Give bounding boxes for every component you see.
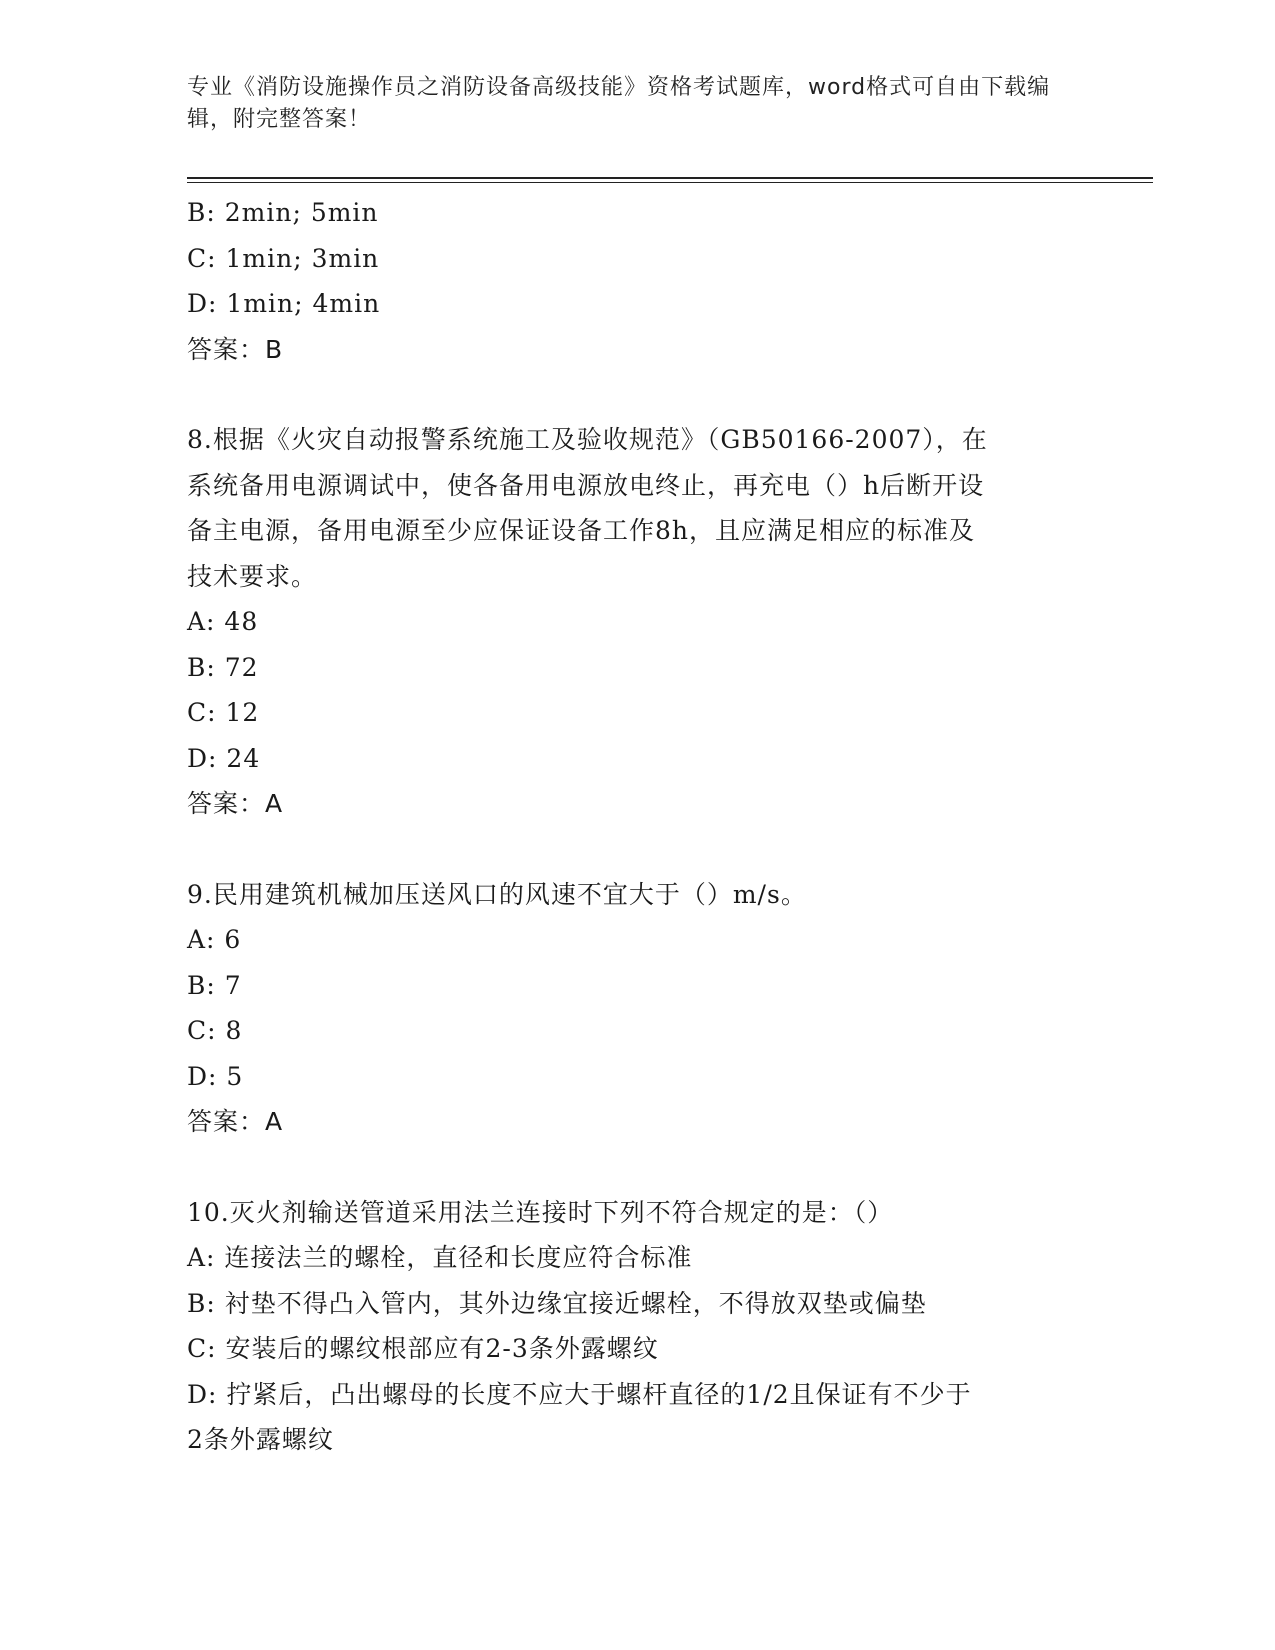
option-b: B: 72 (187, 652, 259, 682)
answer-label: 答案：B (187, 334, 284, 364)
header-divider (187, 177, 1153, 179)
question-block-10 (187, 1190, 1087, 1463)
option-b: B: 7 (187, 970, 242, 1000)
question-block-9 (187, 872, 1087, 1145)
answer-label: 答案：A (187, 789, 284, 818)
header-divider-thin (187, 182, 1153, 183)
spacer (187, 827, 1087, 872)
spacer (187, 1145, 1087, 1190)
question-text-line: 备主电源，备用电源至少应保证设备工作8h，且应满足相应的标准及 (187, 516, 976, 545)
question-text-line: 9.民用建筑机械加压送风口的风速不宜大于（）m/s。 (187, 879, 807, 909)
option-a: A: 6 (187, 925, 242, 954)
option-c: C: 1min; 3min (187, 243, 380, 273)
option-d: D: 1min; 4min (187, 289, 381, 318)
option-d: D: 24 (187, 743, 261, 773)
option-c: C: 8 (187, 1016, 243, 1045)
option-c: C: 安装后的螺纹根部应有2-3条外露螺纹 (187, 1334, 659, 1363)
option-b: B: 2min; 5min (187, 198, 379, 227)
option-c: C: 12 (187, 698, 260, 727)
question-list (187, 190, 1087, 1463)
option-d: D: 5 (187, 1061, 244, 1091)
question-text-line: 技术要求。 (187, 561, 318, 591)
option-b: B: 衬垫不得凸入管内，其外边缘宜接近螺栓，不得放双垫或偏垫 (187, 1288, 927, 1318)
option-a: A: 48 (187, 607, 259, 636)
question-text-line: 系统备用电源调试中，使各备用电源放电终止，再充电（）h后断开设 (187, 470, 985, 500)
spacer (187, 372, 1087, 417)
option-d-continued: 2条外露螺纹 (187, 1425, 334, 1454)
question-text-line: 10.灭火剂输送管道采用法兰连接时下列不符合规定的是：（） (187, 1197, 894, 1227)
question-text-line: 8.根据《火灾自动报警系统施工及验收规范》（GB50166-2007），在 (187, 425, 988, 454)
question-block-8 (187, 417, 1087, 827)
option-d: D: 拧紧后，凸出螺母的长度不应大于螺杆直径的1/2且保证有不少于 (187, 1379, 972, 1409)
document-header: 专业《消防设施操作员之消防设备高级技能》资格考试题库，word格式可自由下载编辑，附完整答案！ (187, 75, 1051, 132)
question-block-prev (187, 190, 1087, 372)
answer-label: 答案：A (187, 1107, 284, 1136)
option-a: A: 连接法兰的螺栓，直径和长度应符合标准 (187, 1243, 693, 1272)
